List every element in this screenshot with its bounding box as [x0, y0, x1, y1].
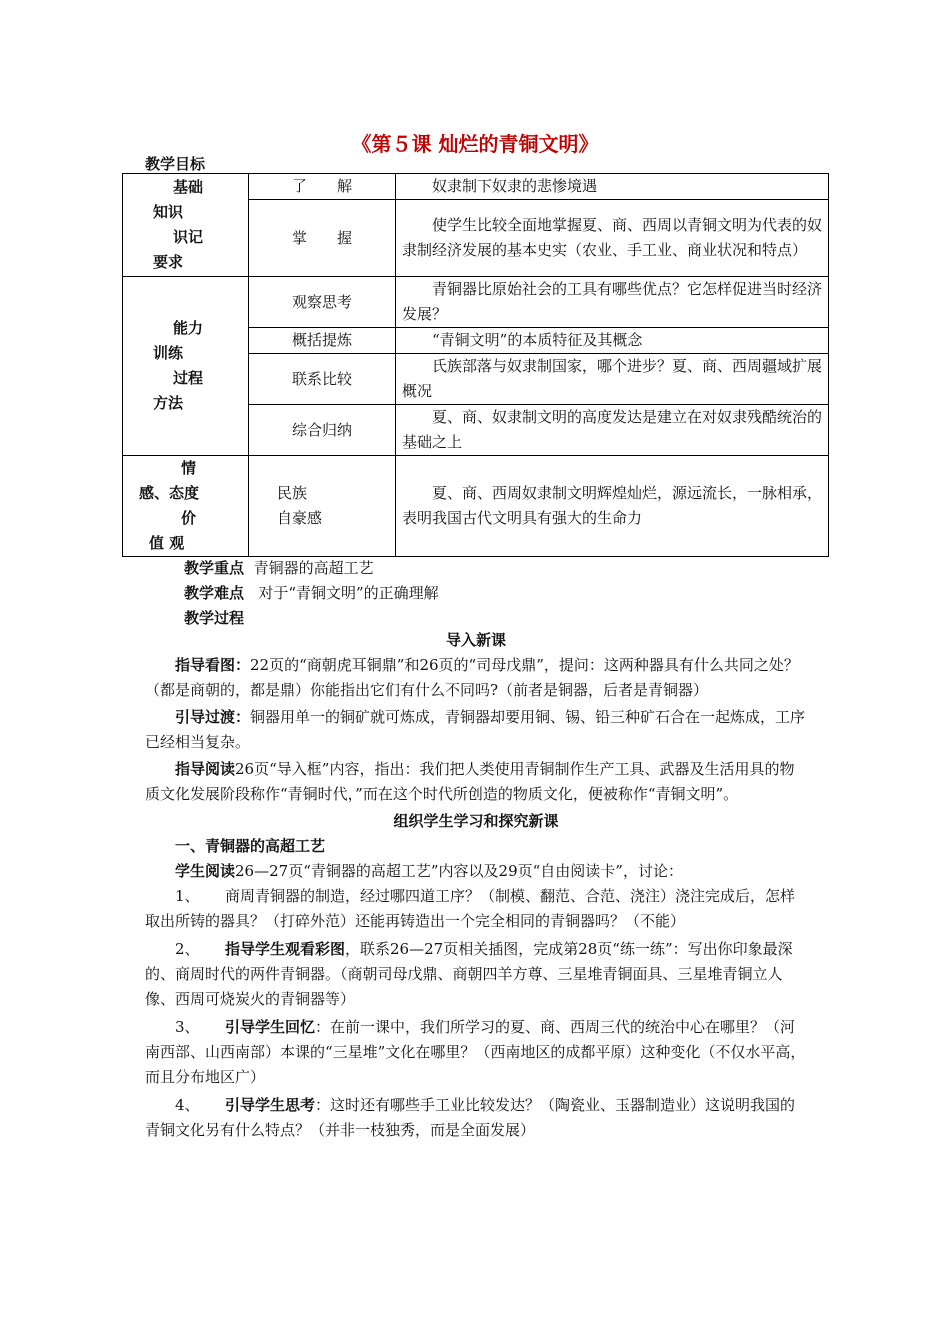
- objectives-heading: 教学目标: [145, 155, 206, 173]
- goal-label: 了 解: [249, 174, 396, 200]
- goal-content: 奴隶制下奴隶的悲惨境遇: [396, 174, 829, 200]
- list-item: 2、 指导学生观看彩图，联系26—27页相关插图，完成第28页“练一练”：写出你印象最深的、商周时代的两件青铜器。（商朝司母戊鼎、商朝四羊方尊、三星堆青铜面具、三星堆青铜立人像、西周可烧炭火的青铜器等）: [145, 940, 793, 1008]
- list-item: 4、 引导学生思考：这时还有哪些手工业比较发达？（陶瓷业、玉器制造业）这说明我国的青铜文化另有什么特点？（并非一枝独秀，而是全面发展）: [145, 1096, 796, 1139]
- category-ability-training: 能力 训练 过程 方法: [123, 277, 249, 456]
- process-heading: 教学过程: [184, 609, 245, 627]
- goal-content: 青铜器比原始社会的工具有哪些优点？它怎样促进当时经济发展？: [396, 277, 829, 328]
- category-basic-knowledge: 基础 知识 识记 要求: [123, 174, 249, 277]
- lesson-title: 《第５课 灿烂的青铜文明》: [351, 132, 599, 156]
- table-row: [123, 456, 829, 557]
- goal-content: 夏、商、奴隶制文明的高度发达是建立在对奴隶残酷统治的基础之上: [396, 405, 829, 456]
- goal-label: 民族 自豪感: [249, 456, 396, 557]
- list-item: 3、 引导学生回忆：在前一课中，我们所学习的夏、商、西周三代的统治中心在哪里？（河南西部、山西南部）本课的“三星堆”文化在哪里？（西南地区的成都平原）这种变化（不仅水平高，而且分布地区广）: [145, 1018, 806, 1086]
- goal-content: 使学生比较全面地掌握夏、商、西周以青铜文明为代表的奴隶制经济发展的基本史实（农业、手工业、商业状况和特点）: [396, 200, 829, 277]
- goal-label: 掌 握: [249, 200, 396, 277]
- section-heading: 一、青铜器的高超工艺: [175, 837, 326, 855]
- category-emotion-values: 情 感、态度 价 值 观: [123, 456, 249, 557]
- goal-content: 夏、商、西周奴隶制文明辉煌灿烂，源远流长，一脉相承，表明我国古代文明具有强大的生命力: [396, 456, 829, 557]
- goal-content: “青铜文明”的本质特征及其概念: [396, 328, 829, 354]
- paragraph: 学生阅读26—27页“青铜器的高超工艺”内容以及29页“自由阅读卡”，讨论：: [175, 862, 683, 880]
- goal-label: 观察思考: [249, 277, 396, 328]
- key-point: 教学重点 青铜器的高超工艺: [184, 559, 374, 577]
- lesson-body: [145, 628, 807, 1143]
- list-item: 1、 商周青铜器的制造，经过哪四道工序？（制模、翻范、合范、浇注）浇注完成后，怎样取出所铸的器具？（打碎外范）还能再铸造出一个完全相同的青铜器吗？（不能）: [145, 887, 796, 930]
- intro-heading: 导入新课: [445, 631, 506, 649]
- goals-table: [122, 173, 829, 557]
- study-heading: 组织学生学习和探究新课: [393, 812, 559, 830]
- table-row: [123, 174, 829, 200]
- paragraph: 引导过渡：铜器用单一的铜矿就可炼成，青铜器却要用铜、锡、铅三种矿石合在一起炼成，工序已经相当复杂。: [145, 708, 806, 751]
- goal-label: 联系比较: [249, 354, 396, 405]
- goal-label: 概括提炼: [249, 328, 396, 354]
- paragraph: 指导看图：22页的“商朝虎耳铜鼎”和26页的“司母戊鼎”，提问：这两种器具有什么共同之处？（都是商朝的，都是鼎）你能指出它们有什么不同吗?（前者是铜器，后者是青铜器）: [145, 656, 799, 699]
- difficulty: 教学难点 对于“青铜文明”的正确理解: [184, 584, 439, 602]
- paragraph: 指导阅读26页“导入框”内容，指出：我们把人类使用青铜制作生产工具、武器及生活用具的物质文化发展阶段称作“青铜时代，”而在这个时代所创造的物质文化，便被称作“青铜文明”。: [145, 760, 795, 803]
- goal-content: 氏族部落与奴隶制国家，哪个进步？夏、商、西周疆域扩展概况: [396, 354, 829, 405]
- table-row: [123, 277, 829, 328]
- goal-label: 综合归纳: [249, 405, 396, 456]
